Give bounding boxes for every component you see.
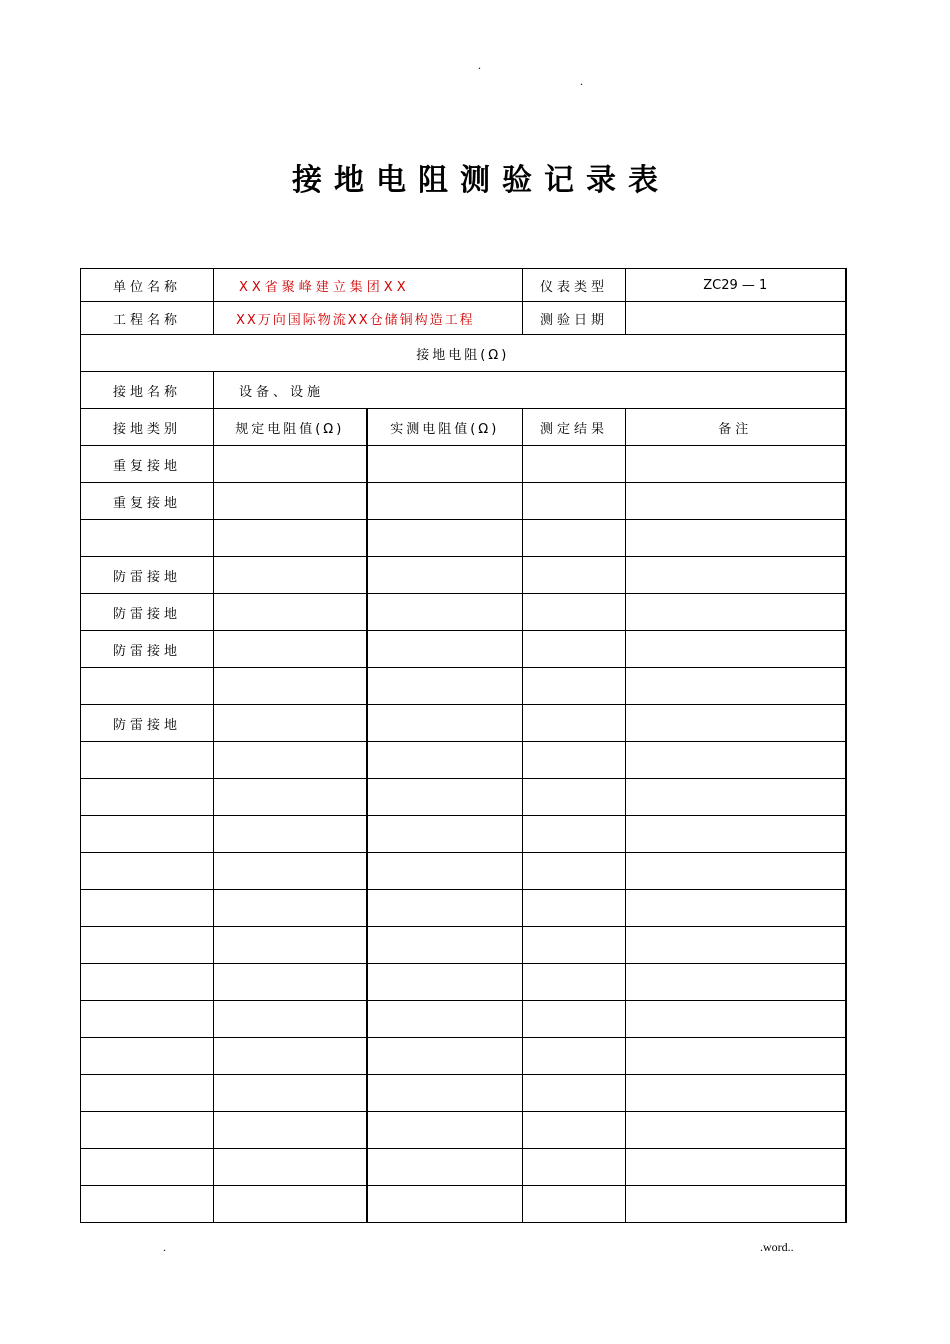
table-row [81,446,846,483]
table-cell [367,1149,523,1186]
table-cell [523,668,626,705]
table-row [81,742,846,779]
table-cell [214,816,367,853]
table-cell [367,705,523,742]
table-row [81,520,846,557]
project-row [81,302,846,335]
ground-name-row [81,372,846,409]
ground-category-cell [81,1112,214,1149]
unit-value: XX省聚峰建立集团XX [214,269,523,302]
table-row [81,1075,846,1112]
footer-word: .word.. [760,1240,794,1254]
table-cell [367,816,523,853]
table-cell [214,446,367,483]
column-header: 规定电阻值(Ω) [214,409,367,446]
table-cell [626,742,846,779]
table-cell [214,742,367,779]
table-cell [367,446,523,483]
table-cell [626,705,846,742]
table-row [81,1186,846,1223]
table-cell [367,631,523,668]
table-cell [626,1001,846,1038]
table-row [81,890,846,927]
table-cell [367,1038,523,1075]
table-cell [367,1001,523,1038]
table-cell [367,1075,523,1112]
ground-category-cell [81,853,214,890]
table-row [81,631,846,668]
table-cell [214,779,367,816]
table-cell [523,631,626,668]
ground-name-label: 接地名称 [81,372,214,409]
table-cell [367,742,523,779]
table-cell [626,520,846,557]
table-cell [626,927,846,964]
table-cell [626,446,846,483]
ground-category-cell [81,668,214,705]
table-row [81,1001,846,1038]
table-cell [523,816,626,853]
ground-category-cell: 重复接地 [81,446,214,483]
ground-category-cell [81,890,214,927]
table-cell [626,779,846,816]
table-row [81,927,846,964]
table-row [81,557,846,594]
table-row [81,1112,846,1149]
table-cell [626,1038,846,1075]
table-cell [214,705,367,742]
table-row [81,853,846,890]
table-cell [214,1149,367,1186]
ground-category-cell: 防雷接地 [81,705,214,742]
ground-category-cell: 防雷接地 [81,594,214,631]
table-cell [523,1001,626,1038]
table-cell [523,1075,626,1112]
table-cell [523,557,626,594]
table-row [81,1149,846,1186]
table-cell [214,890,367,927]
table-cell [367,483,523,520]
ground-category-cell [81,1149,214,1186]
date-label: 测验日期 [523,302,626,335]
section-title: 接地电阻(Ω) [81,335,846,372]
table-cell [523,853,626,890]
project-value: XX万向国际物流XX仓储铜构造工程 [214,302,523,335]
table-cell [367,594,523,631]
table-cell [523,742,626,779]
date-value [626,302,846,335]
table-cell [214,594,367,631]
table-cell [626,1149,846,1186]
table-cell [214,557,367,594]
table-cell [523,446,626,483]
ground-category-cell [81,816,214,853]
column-header-row [81,409,846,446]
table-cell [214,1001,367,1038]
column-header: 接地类别 [81,409,214,446]
table-cell [214,520,367,557]
table-cell [214,668,367,705]
table-cell [523,483,626,520]
unit-row [81,269,846,302]
table-cell [214,483,367,520]
ground-category-cell [81,779,214,816]
section-row [81,335,846,372]
ground-category-cell [81,1075,214,1112]
header-dot: . [580,74,583,88]
table-cell [626,853,846,890]
table-cell [626,964,846,1001]
table-cell [367,557,523,594]
table-cell [626,557,846,594]
table-row [81,483,846,520]
table-cell [367,964,523,1001]
instrument-label: 仪表类型 [523,269,626,302]
table-cell [367,853,523,890]
ground-category-cell: 防雷接地 [81,557,214,594]
table-cell [626,1112,846,1149]
table-cell [523,1149,626,1186]
table-cell [523,779,626,816]
table-cell [523,1112,626,1149]
table-cell [367,890,523,927]
ground-resistance-table [80,268,847,1223]
table-cell [523,890,626,927]
project-label: 工程名称 [81,302,214,335]
table-cell [214,1075,367,1112]
unit-label: 单位名称 [81,269,214,302]
ground-category-cell [81,742,214,779]
table-row [81,594,846,631]
table-row [81,1038,846,1075]
header-dot: . [478,58,481,72]
table-cell [214,631,367,668]
table-cell [626,816,846,853]
table-cell [626,594,846,631]
table-row [81,964,846,1001]
table-cell [214,964,367,1001]
table-cell [214,927,367,964]
table-cell [214,853,367,890]
table-cell [523,1186,626,1223]
table-cell [626,890,846,927]
page-title: 接地电阻测验记录表 [292,163,670,198]
table-cell [626,631,846,668]
table-cell [523,927,626,964]
table-cell [523,705,626,742]
table-cell [626,483,846,520]
table-cell [367,1186,523,1223]
table-cell [214,1112,367,1149]
ground-category-cell [81,1001,214,1038]
table-cell [367,779,523,816]
table-row [81,705,846,742]
ground-category-cell [81,520,214,557]
footer-dot: . [163,1240,166,1254]
ground-category-cell: 重复接地 [81,483,214,520]
ground-name-value: 设备、设施 [214,372,846,409]
ground-category-cell [81,927,214,964]
table-cell [367,520,523,557]
table-cell [367,668,523,705]
table-cell [523,594,626,631]
table-cell [214,1186,367,1223]
table-cell [523,520,626,557]
table-cell [367,927,523,964]
column-header: 备注 [626,409,846,446]
table-row [81,668,846,705]
ground-category-cell [81,1186,214,1223]
table-row [81,816,846,853]
table-cell [523,1038,626,1075]
column-header: 实测电阻值(Ω) [367,409,523,446]
table-cell [626,1075,846,1112]
table-cell [626,668,846,705]
ground-category-cell [81,1038,214,1075]
table-row [81,779,846,816]
ground-category-cell: 防雷接地 [81,631,214,668]
column-header: 测定结果 [523,409,626,446]
table-cell [523,964,626,1001]
table-cell [626,1186,846,1223]
table-cell [367,1112,523,1149]
table-cell [214,1038,367,1075]
instrument-value: ZC29 — 1 [626,269,846,302]
ground-category-cell [81,964,214,1001]
